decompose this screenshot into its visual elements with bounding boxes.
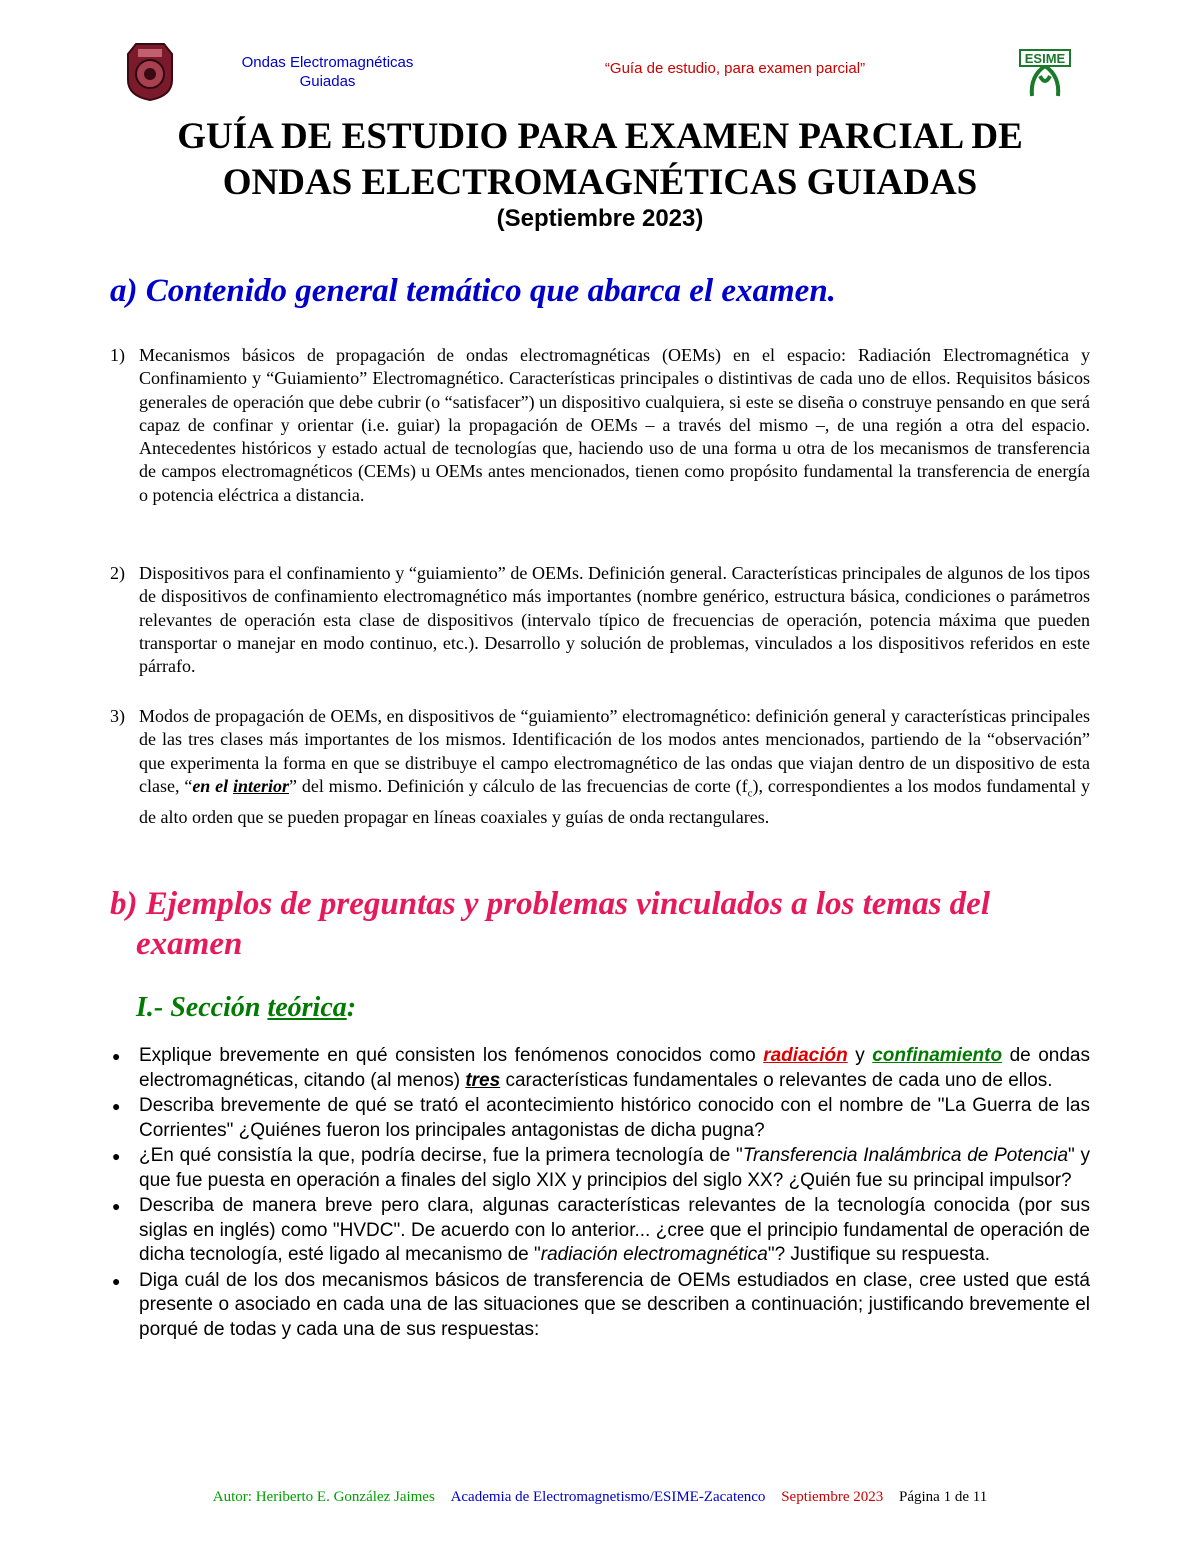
page-header: [0, 0, 1200, 110]
numbered-item-3: 3) Modos de propagación de OEMs, en dispositivos de “guiamiento” electromagnético: definición general y características principales de las tres clases más importantes de los mismos. Identificación de los modos antes mencionados, partiendo de la “observación” que experimenta la forma en que se distribuye el campo electromagnético de las ondas que viajan dentro de un dispositivo de esta clase, “en el interior” del mismo. Definición y cálculo de las frecuencias de corte $(f_c)$, correspondientes a los modos fundamental y de alto orden que se pueden propagar en líneas coaxiales y guías de onda rectangulares.: [110, 706, 1090, 827]
header-guide-label: “Guía de estudio, para examen parcial”: [604, 60, 866, 77]
header-course-name: Ondas Electromagnéticas Guiadas: [241, 54, 414, 90]
numbered-item-2: 2) Dispositivos para el confinamiento y “guiamiento” de OEMs. Definición general. Características principales de algunos de los tipos de dispositivos de confinamiento electromagnético más importantes (nombre genérico, estructura básica, condiciones o parámetros relevantes de operación esta clase de dispositivos (intervalo típico de frecuencias de operación, potencia máxima que pueden transportar o manejar en modo continuo, etc.). Desarrollo y solución de problemas, vinculados a los dispositivos referidos en este párrafo.: [110, 563, 1090, 677]
list-item: ● Explique brevemente en qué consisten los fenómenos conocidos como radiación y confinamiento de ondas electromagnéticas, citando (al menos) tres características fundamentales o relevantes de cada uno de ellos.: [112, 1045, 1090, 1091]
page-footer: [100, 1489, 1100, 1506]
section-b-heading: b) Ejemplos de preguntas y problemas vinculados a los temas del examen: [110, 886, 990, 962]
footer-author: Autor: Heriberto E. González Jaimes: [212, 1489, 435, 1505]
footer-page-number: Página 1 de 11: [899, 1489, 988, 1505]
esime-logo-icon: [1010, 46, 1080, 98]
list-item: ● Describa brevemente de qué se trató el acontecimiento histórico conocido con el nombre de "La Guerra de las Corrientes" ¿Quiénes fueron los principales antagonistas de dicha pugna?: [112, 1095, 1090, 1141]
footer-academy: Academia de Electromagnetismo/ESIME-Zacatenco: [450, 1489, 766, 1505]
section-i-heading: I.- Sección teórica:: [136, 992, 357, 1023]
footer-date: Septiembre 2023: [781, 1489, 884, 1505]
section-a-heading: a) Contenido general temático que abarca el examen.: [110, 273, 836, 309]
document-title: GUÍA DE ESTUDIO PARA EXAMEN PARCIAL DE ONDAS ELECTROMAGNÉTICAS GUIADAS: [177, 116, 1023, 203]
svg-text:ESIME: ESIME: [1024, 51, 1066, 66]
document-date: (Septiembre 2023): [496, 205, 704, 232]
numbered-item-1: 1) Mecanismos básicos de propagación de ondas electromagnéticas (OEMs) en el espacio: Radiación Electromagnética y Confinamiento y “Guiamiento” Electromagnético. Características principales o distintivas de cada uno de ellos. Requisitos básicos generales de operación que debe cubrir (o “satisfacer”) un dispositivo cualquiera, si este se diseña o construye pensando en que será capaz de confinar y orientar (i.e. guiar) la propagación de OEMs – a través del mismo –, de una región a otra del espacio. Antecedentes históricos y estado actual de tecnologías que, haciendo uso de una forma u otra de los mecanismos de transferencia de campos electromagnéticos (CEMs) u OEMs antes mencionados, tienen como propósito fundamental la transferencia de energía o potencia eléctrica a distancia.: [110, 345, 1090, 505]
list-item: ● Diga cuál de los dos mecanismos básicos de transferencia de OEMs estudiados en clase, cree usted que está presente o asociado en cada una de las situaciones que se describen a continuación; justificando brevemente el porqué de todas y cada una de sus respuestas:: [112, 1269, 1090, 1340]
ipn-logo-icon: [120, 40, 180, 102]
list-item: ● Describa de manera breve pero clara, algunas características relevantes de la tecnología conocida (por sus siglas en inglés) como "HVDC". De acuerdo con lo anterior... ¿cree que el principio fundamental de operación de dicha tecnología, esté ligado al mecanismo de "radiación electromagnética"? Justifique su respuesta.: [112, 1195, 1090, 1265]
question-list: [112, 1044, 1090, 1343]
list-item: ● ¿En qué consistía la que, podría decirse, fue la primera tecnología de "Transferencia Inalámbrica de Potencia" y que fue puesta en operación a finales del siglo XIX y principios del siglo XX? ¿Quién fue su principal impulsor?: [112, 1145, 1091, 1191]
